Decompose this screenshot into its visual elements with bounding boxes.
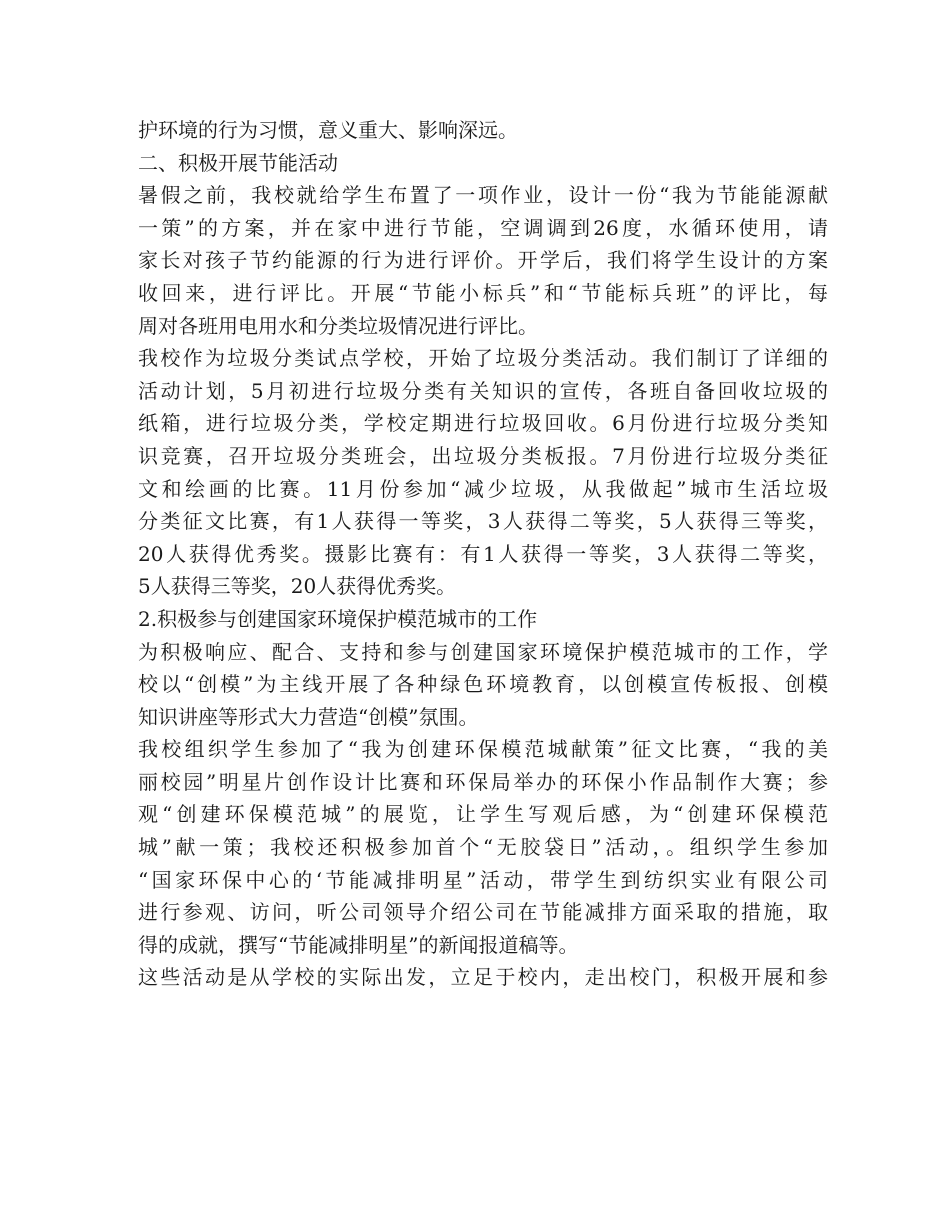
text-line: 一策”的方案，并在家中进行节能，空调调到26度，水循环使用，请 [138, 215, 828, 240]
text-line: 分类征文比赛，有1人获得一等奖，3人获得二等奖，5人获得三等奖， [138, 509, 828, 534]
text-line: 周对各班用电用水和分类垃圾情况进行评比。 [138, 313, 538, 338]
text-line: “国家环保中心的‘节能减排明星”活动，带学生到纺织实业有限公司 [138, 867, 828, 892]
text-line: 护环境的行为习惯，意义重大、影响深远。 [138, 118, 518, 142]
text-line: 得的成就，撰写“节能减排明星”的新闻报道稿等。 [138, 932, 579, 957]
text-line: 知识讲座等形式大力营造“创模”氛围。 [138, 704, 479, 729]
text-line: 我校组织学生参加了“我为创建环保模范城献策”征文比赛，“我的美 [138, 737, 828, 762]
text-line: 校以“创模”为主线开展了各种绿色环境教育，以创模宣传板报、创模 [138, 672, 828, 697]
text-line: 收回来，进行评比。开展“节能小标兵”和“节能标兵班”的评比，每 [138, 280, 828, 305]
text-line: 观“创建环保模范城”的展览，让学生写观后感，为“创建环保模范 [138, 802, 828, 827]
text-line: 进行参观、访问，听公司领导介绍公司在节能减排方面采取的措施，取 [138, 900, 828, 925]
text-line: 纸箱，进行垃圾分类，学校定期进行垃圾回收。6月份进行垃圾分类知 [138, 411, 828, 436]
text-line: 识竞赛，召开垃圾分类班会，出垃圾分类板报。7月份进行垃圾分类征 [138, 443, 828, 468]
text-line: 为积极响应、配合、支持和参与创建国家环境保护模范城市的工作，学 [138, 639, 828, 664]
text-line: 暑假之前，我校就给学生布置了一项作业，设计一份“我为节能能源献 [138, 183, 828, 208]
text-line: 活动计划，5月初进行垃圾分类有关知识的宣传，各班自备回收垃圾的 [138, 378, 828, 403]
section-heading: 二、积极开展节能活动 [138, 150, 338, 175]
text-line: 文和绘画的比赛。11月份参加“减少垃圾，从我做起”城市生活垃圾 [138, 476, 828, 501]
text-line: 我校作为垃圾分类试点学校，开始了垃圾分类活动。我们制订了详细的 [138, 346, 828, 371]
text-line: 20人获得优秀奖。摄影比赛有：有1人获得一等奖，3人获得二等奖， [138, 541, 828, 566]
text-line: 这些活动是从学校的实际出发，立足于校内，走出校门，积极开展和参 [138, 965, 828, 990]
section-heading: 2.积极参与创建国家环境保护模范城市的工作 [138, 606, 538, 631]
document-body [138, 114, 828, 994]
text-line: 5人获得三等奖，20人获得优秀奖。 [138, 574, 457, 599]
text-line: 城”献一策；我校还积极参加首个“无胶袋日”活动，。组织学生参加 [138, 835, 828, 860]
text-line: 家长对孩子节约能源的行为进行评价。开学后，我们将学生设计的方案 [138, 248, 828, 273]
text-line: 丽校园”明星片创作设计比赛和环保局举办的环保小作品制作大赛；参 [138, 769, 828, 794]
